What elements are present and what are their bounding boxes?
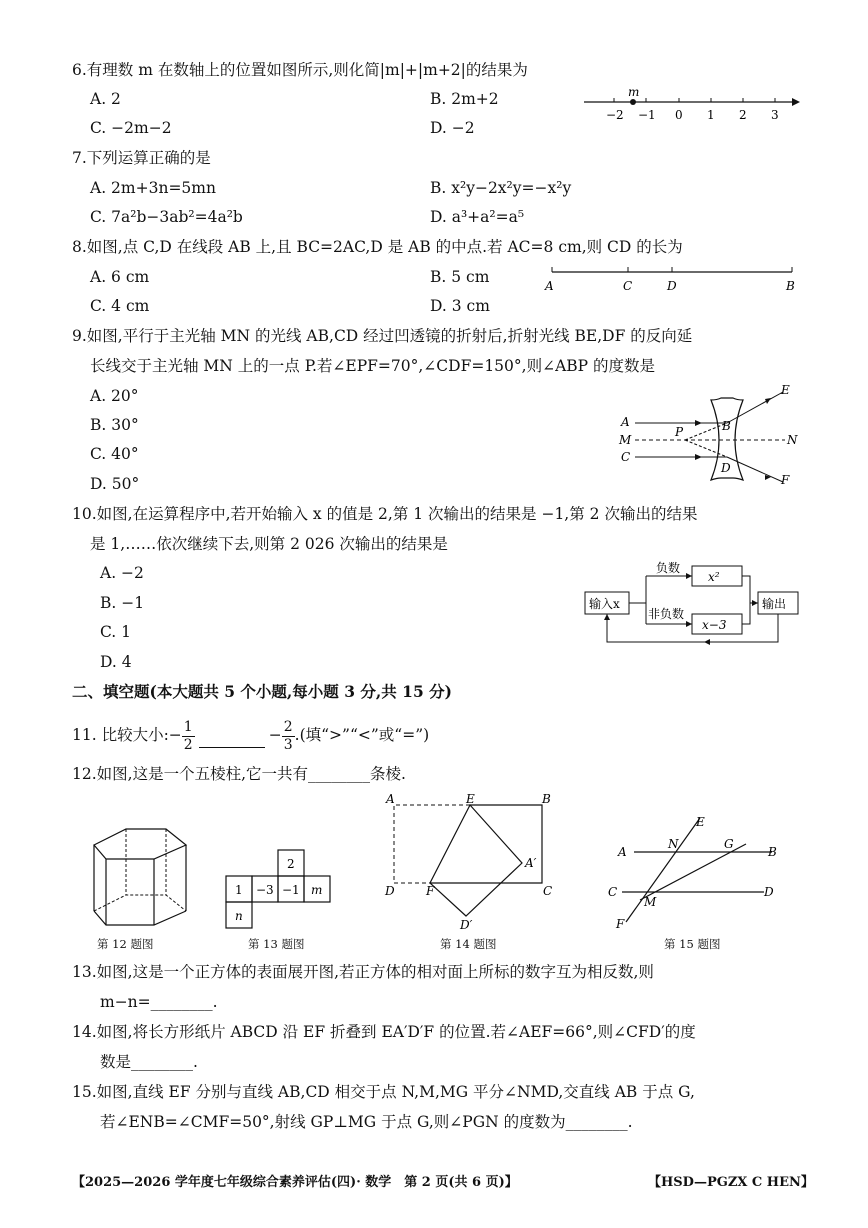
q6-tick-label: −1 bbox=[638, 108, 656, 122]
q9-stem-line2: 长线交于主光轴 MN 上的一点 P.若∠EPF=70°,∠CDF=150°,则∠ABP 的度数是 bbox=[90, 357, 656, 375]
q9-label-d: D bbox=[721, 461, 731, 475]
q14-label-d: D bbox=[385, 884, 395, 898]
q10-nonnegative-label: 非负数 bbox=[648, 607, 685, 621]
q15-label-d: D bbox=[764, 885, 774, 899]
q10-stem-line2: 是 1,……依次继续下去,则第 2 026 次输出的结果是 bbox=[90, 535, 448, 553]
q9-stem-line1: 9.如图,平行于主光轴 MN 的光线 AB,CD 经过凹透镜的折射后,折射光线 BE,DF 的反向延 bbox=[72, 327, 693, 345]
q9-label-m: M bbox=[619, 433, 632, 447]
q6-option-c: C. −2m−2 bbox=[90, 119, 172, 137]
q6-stem: 6.有理数 m 在数轴上的位置如图所示,则化简|m|+|m+2|的结果为 bbox=[72, 61, 528, 79]
q13-stem-line2: m−n=________. bbox=[100, 993, 218, 1011]
q8-stem: 8.如图,点 C,D 在线段 AB 上,且 BC=2AC,D 是 AB 的中点.若 AC=8 cm,则 CD 的长为 bbox=[72, 238, 683, 256]
q7-stem: 7.下列运算正确的是 bbox=[72, 149, 211, 167]
q9-label-b: B bbox=[722, 419, 731, 433]
q15-label-n: N bbox=[668, 837, 679, 851]
q15-label-f: F bbox=[616, 917, 625, 931]
section-2-heading: 二、填空题(本大题共 5 个小题,每小题 3 分,共 15 分) bbox=[72, 682, 452, 701]
q9-lens-diagram bbox=[615, 378, 805, 490]
q15-label-g: G bbox=[724, 837, 734, 851]
q9-option-d: D. 50° bbox=[90, 475, 140, 493]
q14-label-f: F bbox=[426, 884, 435, 898]
q15-stem-line2: 若∠ENB=∠CMF=50°,射线 GP⊥MG 于点 G,则∠PGN 的度数为________. bbox=[100, 1113, 633, 1131]
q9-option-a: A. 20° bbox=[90, 387, 139, 405]
q12-stem: 12.如图,这是一个五棱柱,它一共有________条棱. bbox=[72, 765, 406, 783]
q15-parallel-lines-diagram bbox=[604, 810, 784, 930]
q7-option-b: B. x²y−2x²y=−x²y bbox=[430, 179, 572, 197]
q6-tick-label: 0 bbox=[675, 108, 683, 122]
q10-stem-line1: 10.如图,在运算程序中,若开始输入 x 的值是 2,第 1 次输出的结果是 −1,第 2 次输出的结果 bbox=[72, 505, 698, 523]
q15-label-a: A bbox=[618, 845, 627, 859]
q9-label-c: C bbox=[621, 450, 631, 464]
q15-stem-line1: 15.如图,直线 EF 分别与直线 AB,CD 相交于点 N,M,MG 平分∠NMD,交直线 AB 于点 G, bbox=[72, 1083, 695, 1101]
q13-cell-2: 2 bbox=[287, 857, 295, 871]
q6-point-m: m bbox=[628, 85, 640, 99]
q11-numerator-1: 1 bbox=[183, 718, 193, 735]
q14-label-c: C bbox=[543, 884, 553, 898]
q10-option-a: A. −2 bbox=[100, 564, 144, 582]
q9-label-a: A bbox=[621, 415, 630, 429]
q14-label-b: B bbox=[542, 792, 551, 806]
q14-label-a: A bbox=[386, 792, 395, 806]
q9-option-b: B. 30° bbox=[90, 416, 139, 434]
q8-option-c: C. 4 cm bbox=[90, 297, 150, 315]
q8-point-d: D bbox=[667, 279, 677, 293]
page-footer-left: 【2025—2026 学年度七年级综合素养评估(四)· 数学 第 2 页(共 6 页)】 bbox=[72, 1175, 518, 1190]
q13-caption: 第 13 题图 bbox=[248, 937, 305, 951]
q13-cell-neg1: −1 bbox=[282, 883, 300, 897]
q9-option-c: C. 40° bbox=[90, 445, 139, 463]
q11-denominator-1: 2 bbox=[183, 736, 193, 753]
q9-label-f: F bbox=[781, 473, 790, 487]
q8-segment-figure bbox=[540, 262, 800, 294]
q10-input-box: 输入x bbox=[589, 597, 620, 611]
q8-point-a: A bbox=[545, 279, 554, 293]
q7-option-a: A. 2m+3n=5mn bbox=[90, 179, 216, 197]
q15-label-b: B bbox=[768, 845, 777, 859]
q15-label-m: M bbox=[644, 895, 657, 909]
q10-flowchart bbox=[580, 558, 805, 650]
q8-option-d: D. 3 cm bbox=[430, 297, 490, 315]
q8-option-b: B. 5 cm bbox=[430, 268, 490, 286]
q14-caption: 第 14 题图 bbox=[440, 937, 497, 951]
q13-cell-1: 1 bbox=[235, 883, 243, 897]
q14-stem-line2: 数是________. bbox=[100, 1053, 198, 1071]
q13-cell-n: n bbox=[235, 909, 243, 923]
q8-point-c: C bbox=[623, 279, 633, 293]
q10-option-c: C. 1 bbox=[100, 623, 132, 641]
q12-caption: 第 12 题图 bbox=[97, 937, 154, 951]
q15-label-c: C bbox=[608, 885, 618, 899]
q6-tick-label: 3 bbox=[771, 108, 779, 122]
q13-cell-neg3: −3 bbox=[256, 883, 274, 897]
q7-option-c: C. 7a²b−3ab²=4a²b bbox=[90, 208, 243, 226]
q10-square-box: x² bbox=[708, 570, 720, 584]
q9-label-p: P bbox=[675, 425, 684, 439]
q10-negative-label: 负数 bbox=[656, 561, 681, 575]
q11-prefix: 11. 比较大小:− bbox=[72, 726, 182, 744]
q15-label-e: E bbox=[696, 815, 705, 829]
q9-label-e: E bbox=[781, 383, 790, 397]
q14-label-e: E bbox=[466, 792, 475, 806]
q14-folded-rectangle bbox=[382, 793, 552, 933]
q13-cube-net bbox=[224, 848, 336, 930]
q11-fraction-1 bbox=[182, 719, 195, 754]
q9-label-n: N bbox=[787, 433, 798, 447]
q10-option-b: B. −1 bbox=[100, 594, 145, 612]
q13-stem-line1: 13.如图,这是一个正方体的表面展开图,若正方体的相对面上所标的数字互为相反数,则 bbox=[72, 963, 654, 981]
q11-stem bbox=[72, 715, 429, 755]
q10-option-d: D. 4 bbox=[100, 653, 132, 671]
q14-label-a-prime: A′ bbox=[525, 856, 537, 870]
q10-minus3-box: x−3 bbox=[702, 618, 727, 632]
q11-suffix: .(填“>”“<”或“=”) bbox=[294, 726, 430, 744]
q11-denominator-2: 3 bbox=[283, 736, 293, 753]
q10-output-box: 输出 bbox=[762, 597, 787, 611]
q12-pentagonal-prism bbox=[84, 825, 194, 935]
page-footer-code: 【HSD—PGZX C HEN】 bbox=[648, 1175, 814, 1190]
q6-option-b: B. 2m+2 bbox=[430, 90, 499, 108]
q14-stem-line1: 14.如图,将长方形纸片 ABCD 沿 EF 折叠到 EA′D′F 的位置.若∠AEF=66°,则∠CFD′的度 bbox=[72, 1023, 696, 1041]
q11-minus: − bbox=[268, 726, 282, 744]
q7-option-d: D. a³+a²=a⁵ bbox=[430, 208, 525, 226]
q8-option-a: A. 6 cm bbox=[90, 268, 150, 286]
q13-cell-m: m bbox=[311, 883, 323, 897]
q8-point-b: B bbox=[786, 279, 795, 293]
q6-number-line bbox=[580, 86, 800, 126]
q6-option-a: A. 2 bbox=[90, 90, 121, 108]
q11-numerator-2: 2 bbox=[283, 718, 293, 735]
q14-label-d-prime: D′ bbox=[460, 918, 473, 932]
q11-fraction-2 bbox=[282, 719, 295, 754]
q6-tick-label: 2 bbox=[739, 108, 747, 122]
q6-tick-label: 1 bbox=[707, 108, 715, 122]
q6-option-d: D. −2 bbox=[430, 119, 475, 137]
q6-tick-label: −2 bbox=[606, 108, 624, 122]
q15-caption: 第 15 题图 bbox=[664, 937, 721, 951]
q11-answer-blank bbox=[199, 725, 265, 748]
